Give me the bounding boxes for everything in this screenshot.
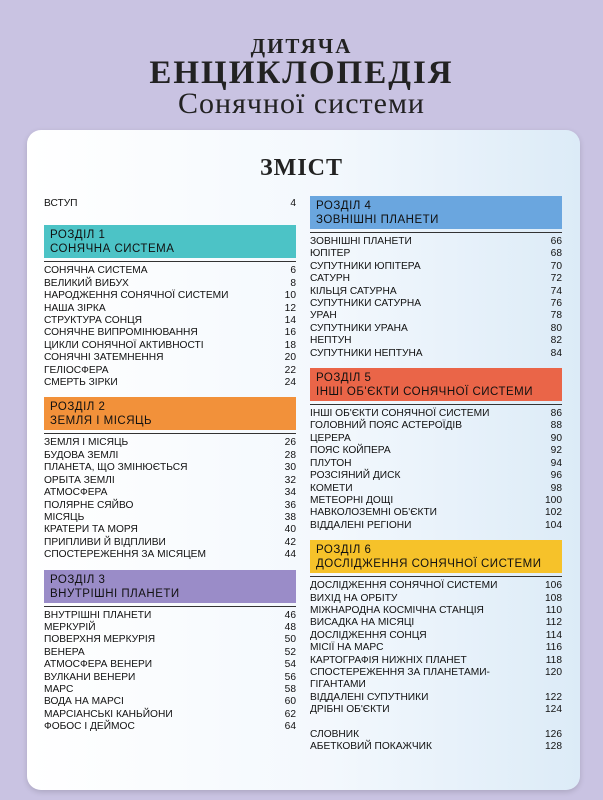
entry-label: МІСЯЦЬ xyxy=(44,511,85,523)
toc-entry[interactable] xyxy=(310,655,562,667)
left-column xyxy=(44,198,296,742)
toc-entry[interactable] xyxy=(310,704,562,716)
entry-label: КІЛЬЦЯ САТУРНА xyxy=(310,285,397,297)
entry-page: 120 xyxy=(545,666,562,678)
toc-entry[interactable] xyxy=(44,537,296,549)
toc-entry[interactable] xyxy=(310,692,562,704)
entry-page: 54 xyxy=(284,659,296,671)
toc-entry[interactable] xyxy=(310,420,562,432)
section-block xyxy=(310,196,562,360)
entry-label: СЛОВНИК xyxy=(310,728,360,740)
section-divider xyxy=(44,433,296,434)
entry-label: МЕРКУРІЙ xyxy=(44,621,96,633)
entry-label: ГОЛОВНИЙ ПОЯС АСТЕРОЇДІВ xyxy=(310,420,463,432)
entry-label: ПОВЕРХНЯ МЕРКУРІЯ xyxy=(44,634,156,646)
entry-label: СУПУТНИКИ ЮПІТЕРА xyxy=(310,260,421,272)
toc-entry[interactable] xyxy=(44,290,296,302)
entry-label: АТМОСФЕРА ВЕНЕРИ xyxy=(44,659,153,671)
entry-label: ІНШІ ОБ'ЄКТИ СОНЯЧНОЇ СИСТЕМИ xyxy=(310,408,490,420)
entry-page: 108 xyxy=(545,592,562,604)
entry-label: СОНЯЧНА СИСТЕМА xyxy=(44,265,148,277)
toc-entry[interactable] xyxy=(310,520,562,532)
toc-entry[interactable] xyxy=(44,377,296,389)
toc-entry[interactable] xyxy=(310,741,562,753)
entry-page: 30 xyxy=(284,462,296,474)
entry-label: МАРС xyxy=(44,683,74,695)
section-number: РОЗДІЛ 4 xyxy=(316,200,372,212)
section-block xyxy=(44,225,296,389)
section-header[interactable] xyxy=(44,397,296,430)
entry-page: 48 xyxy=(284,621,296,633)
toc-entry[interactable] xyxy=(310,605,562,617)
entry-label: РОЗСІЯНИЙ ДИСК xyxy=(310,470,401,482)
toc-entry[interactable] xyxy=(44,622,296,634)
entry-page: 34 xyxy=(284,487,296,499)
entry-page: 110 xyxy=(545,604,562,616)
entry-page: 124 xyxy=(545,704,562,716)
section-title: ВНУТРІШНІ ПЛАНЕТИ xyxy=(50,587,180,600)
entry-page: 92 xyxy=(550,445,562,457)
entry-label: НЕПТУН xyxy=(310,335,352,347)
toc-entry-intro[interactable] xyxy=(44,198,296,210)
entry-label: КОМЕТИ xyxy=(310,482,353,494)
entry-label: МІСІЇ НА МАРС xyxy=(310,642,384,654)
entry-label: МІЖНАРОДНА КОСМІЧНА СТАНЦІЯ xyxy=(310,604,484,616)
entry-label: ПЛУТОН xyxy=(310,457,352,469)
entry-page: 52 xyxy=(284,646,296,658)
entry-label: МЕТЕОРНІ ДОЩІ xyxy=(310,494,394,506)
toc-entry[interactable] xyxy=(44,549,296,561)
entry-label: ВНУТРІШНІ ПЛАНЕТИ xyxy=(44,609,152,621)
entry-label: НАША ЗІРКА xyxy=(44,302,106,314)
toc-entry[interactable] xyxy=(44,512,296,524)
toc-entry[interactable] xyxy=(310,630,562,642)
entry-page: 50 xyxy=(284,634,296,646)
entry-label: ВЕНЕРА xyxy=(44,646,85,658)
toc-entry[interactable] xyxy=(310,458,562,470)
entry-label: СПОСТЕРЕЖЕННЯ ЗА ПЛАНЕТАМИ-ГІГАНТАМИ xyxy=(310,666,490,691)
toc-entry[interactable] xyxy=(44,352,296,364)
entry-page: 104 xyxy=(545,519,562,531)
entry-page: 26 xyxy=(284,437,296,449)
entry-page: 66 xyxy=(550,236,562,247)
entry-label: ВИСАДКА НА МІСЯЦІ xyxy=(310,617,415,629)
entry-page: 78 xyxy=(550,310,562,322)
entry-label: АТМОСФЕРА xyxy=(44,487,108,499)
section-divider xyxy=(44,606,296,607)
entry-label: НАВКОЛОЗЕМНІ ОБ'ЄКТИ xyxy=(310,507,437,519)
toc-entry[interactable] xyxy=(44,475,296,487)
entry-label: СТРУКТУРА СОНЦЯ xyxy=(44,315,142,327)
section-title: ЗОВНІШНІ ПЛАНЕТИ xyxy=(316,214,439,226)
entry-label: САТУРН xyxy=(310,273,350,285)
entry-page: 40 xyxy=(284,524,296,536)
toc-entry[interactable] xyxy=(44,340,296,352)
entry-label: КАРТОГРАФІЯ НИЖНІХ ПЛАНЕТ xyxy=(310,654,467,666)
entry-page: 68 xyxy=(550,248,562,260)
section-header[interactable] xyxy=(310,196,562,229)
entry-page: 46 xyxy=(284,609,296,621)
entry-page: 58 xyxy=(284,683,296,695)
entry-page: 72 xyxy=(550,273,562,285)
section-divider xyxy=(44,261,296,262)
entry-page: 12 xyxy=(284,302,296,314)
entry-label: ВЕЛИКИЙ ВИБУХ xyxy=(44,277,129,289)
entry-label: СМЕРТЬ ЗІРКИ xyxy=(44,377,118,389)
entry-page: 96 xyxy=(550,470,562,482)
section-block xyxy=(44,397,296,561)
section-header[interactable] xyxy=(44,570,296,603)
toc-entry[interactable] xyxy=(44,315,296,327)
toc-entry[interactable] xyxy=(310,273,562,285)
entry-label: СУПУТНИКИ УРАНА xyxy=(310,322,408,334)
toc-entry[interactable] xyxy=(310,470,562,482)
entry-page: 4 xyxy=(290,198,296,209)
entry-page: 42 xyxy=(284,536,296,548)
toc-entry[interactable] xyxy=(44,709,296,721)
entry-page: 80 xyxy=(550,322,562,334)
entry-label: СПОСТЕРЕЖЕННЯ ЗА МІСЯЦЕМ xyxy=(44,549,206,561)
toc-entry[interactable] xyxy=(310,483,562,495)
section-number: РОЗДІЛ 5 xyxy=(316,372,372,385)
entry-label: ПЛАНЕТА, ЩО ЗМІНЮЄТЬСЯ xyxy=(44,462,188,474)
entry-label: КРАТЕРИ ТА МОРЯ xyxy=(44,524,138,536)
toc-entry[interactable] xyxy=(310,642,562,654)
toc-entry[interactable] xyxy=(310,236,562,248)
toc-entry[interactable] xyxy=(310,323,562,335)
section-title: ІНШІ ОБ'ЄКТИ СОНЯЧНОЇ СИСТЕМИ xyxy=(316,386,534,399)
header-line-1: ДИТЯЧА xyxy=(250,34,353,58)
toc-entry[interactable] xyxy=(44,500,296,512)
entry-label: ВУЛКАНИ ВЕНЕРИ xyxy=(44,671,136,683)
entry-label: ДРІБНІ ОБ'ЄКТИ xyxy=(310,704,390,716)
toc-entry[interactable] xyxy=(44,672,296,684)
contents-title: ЗМІСТ xyxy=(260,155,343,181)
entry-page: 86 xyxy=(550,408,562,420)
section-divider xyxy=(310,404,562,405)
toc-entry[interactable] xyxy=(310,261,562,273)
entry-label: СУПУТНИКИ САТУРНА xyxy=(310,298,422,310)
entry-label: ЗОВНІШНІ ПЛАНЕТИ xyxy=(310,236,412,247)
entry-page: 44 xyxy=(284,549,296,561)
section-block xyxy=(310,368,562,532)
entry-label: ОРБІТА ЗЕМЛІ xyxy=(44,474,115,486)
toc-entry[interactable] xyxy=(310,445,562,457)
entry-label: ГЕЛІОСФЕРА xyxy=(44,364,109,376)
entry-label: УРАН xyxy=(310,310,337,322)
section-title: ЗЕМЛЯ І МІСЯЦЬ xyxy=(50,415,153,428)
toc-entry[interactable] xyxy=(44,265,296,277)
toc-entry[interactable] xyxy=(44,696,296,708)
entry-page: 60 xyxy=(284,696,296,708)
entry-label: ЦИКЛИ СОНЯЧНОЇ АКТИВНОСТІ xyxy=(44,339,204,351)
toc-entry[interactable] xyxy=(44,634,296,646)
toc-entry[interactable] xyxy=(44,487,296,499)
entry-page: 38 xyxy=(284,511,296,523)
header-line-3: Сонячної системи xyxy=(178,87,425,120)
section-header[interactable] xyxy=(310,540,562,573)
entry-page: 8 xyxy=(290,277,296,289)
toc-entry[interactable] xyxy=(44,647,296,659)
entry-label: ВИХІД НА ОРБІТУ xyxy=(310,592,398,604)
toc-entry[interactable] xyxy=(310,310,562,322)
toc-entry[interactable] xyxy=(310,286,562,298)
toc-entry[interactable] xyxy=(44,462,296,474)
toc-entry[interactable] xyxy=(44,327,296,339)
right-column xyxy=(310,196,562,753)
entry-page: 62 xyxy=(284,708,296,720)
entry-label: АБЕТКОВИЙ ПОКАЖЧИК xyxy=(310,741,432,752)
entry-page: 76 xyxy=(550,298,562,310)
entry-page: 90 xyxy=(550,432,562,444)
toc-entry[interactable] xyxy=(310,580,562,592)
entry-label: ВІДДАЛЕНІ РЕГІОНИ xyxy=(310,519,412,531)
entry-page: 82 xyxy=(550,335,562,347)
section-number: РОЗДІЛ 1 xyxy=(50,229,106,242)
entry-label: ДОСЛІДЖЕННЯ СОНЯЧНОЇ СИСТЕМИ xyxy=(310,580,498,592)
entry-label: ЦЕРЕРА xyxy=(310,432,351,444)
toc-entry[interactable] xyxy=(310,507,562,519)
toc-entry[interactable] xyxy=(44,721,296,733)
entry-page: 128 xyxy=(545,741,562,752)
section-title: ДОСЛІДЖЕННЯ СОНЯЧНОЇ СИСТЕМИ xyxy=(316,558,542,571)
entry-label: ДОСЛІДЖЕННЯ СОНЦЯ xyxy=(310,629,427,641)
toc-entry[interactable] xyxy=(44,450,296,462)
entry-page: 70 xyxy=(550,260,562,272)
entry-page: 20 xyxy=(284,352,296,364)
toc-entry[interactable] xyxy=(310,495,562,507)
section-block xyxy=(44,570,296,734)
toc-entry[interactable] xyxy=(44,437,296,449)
toc-entry[interactable] xyxy=(310,348,562,360)
entry-page: 94 xyxy=(550,457,562,469)
toc-entry[interactable] xyxy=(310,433,562,445)
entry-page: 100 xyxy=(545,494,562,506)
section-divider xyxy=(310,232,562,233)
entry-label: ЮПІТЕР xyxy=(310,248,351,260)
entry-page: 114 xyxy=(545,629,562,641)
entry-page: 24 xyxy=(284,377,296,389)
entry-page: 10 xyxy=(284,290,296,302)
entry-page: 32 xyxy=(284,474,296,486)
toc-entry[interactable] xyxy=(310,617,562,629)
entry-page: 22 xyxy=(284,364,296,376)
section-header[interactable] xyxy=(44,225,296,258)
toc-entry[interactable] xyxy=(310,335,562,347)
entry-label: ЗЕМЛЯ І МІСЯЦЬ xyxy=(44,437,129,449)
toc-entry[interactable] xyxy=(310,248,562,260)
entry-page: 126 xyxy=(545,728,562,740)
section-number: РОЗДІЛ 2 xyxy=(50,401,106,414)
section-number: РОЗДІЛ 3 xyxy=(50,573,106,586)
section-block xyxy=(310,540,562,716)
entry-page: 18 xyxy=(284,339,296,351)
entry-label: ФОБОС І ДЕЙМОС xyxy=(44,721,135,733)
entry-label: ПРИПЛИВИ Й ВІДПЛИВИ xyxy=(44,536,166,548)
entry-page: 16 xyxy=(284,327,296,339)
section-header[interactable] xyxy=(310,368,562,401)
entry-page: 64 xyxy=(284,721,296,733)
entry-label: МАРСІАНСЬКІ КАНЬЙОНИ xyxy=(44,708,173,720)
toc-entry[interactable] xyxy=(44,659,296,671)
toc-entry[interactable] xyxy=(310,408,562,420)
toc-entry[interactable] xyxy=(310,729,562,741)
entry-page: 112 xyxy=(545,617,562,629)
entry-label: БУДОВА ЗЕМЛІ xyxy=(44,449,119,461)
toc-entry[interactable] xyxy=(44,303,296,315)
section-title: СОНЯЧНА СИСТЕМА xyxy=(50,243,175,256)
header-line-2: ЕНЦИКЛОПЕДІЯ xyxy=(149,55,454,91)
toc-entry[interactable] xyxy=(44,278,296,290)
entry-page: 118 xyxy=(545,654,562,666)
section-divider xyxy=(310,576,562,577)
entry-label: СОНЯЧНІ ЗАТЕМНЕННЯ xyxy=(44,352,164,364)
entry-page: 28 xyxy=(284,449,296,461)
entry-label: ПОЛЯРНЕ СЯЙВО xyxy=(44,499,134,511)
entry-page: 106 xyxy=(545,580,562,592)
entry-page: 88 xyxy=(550,420,562,432)
entry-page: 74 xyxy=(550,285,562,297)
entry-page: 6 xyxy=(290,265,296,277)
entry-label: СУПУТНИКИ НЕПТУНА xyxy=(310,347,423,359)
toc-entry[interactable] xyxy=(44,684,296,696)
entry-label: СОНЯЧНЕ ВИПРОМІНЮВАННЯ xyxy=(44,327,198,339)
toc-entry[interactable] xyxy=(44,610,296,622)
entry-page: 56 xyxy=(284,671,296,683)
toc-entry[interactable] xyxy=(310,593,562,605)
section-number: РОЗДІЛ 6 xyxy=(316,544,372,557)
entry-page: 102 xyxy=(545,507,562,519)
entry-label: ВІДДАЛЕНІ СУПУТНИКИ xyxy=(310,691,429,703)
entry-label: НАРОДЖЕННЯ СОНЯЧНОЇ СИСТЕМИ xyxy=(44,290,229,302)
entry-label: ВСТУП xyxy=(44,198,78,209)
entry-page: 98 xyxy=(550,482,562,494)
entry-page: 36 xyxy=(284,499,296,511)
entry-label: ПОЯС КОЙПЕРА xyxy=(310,445,391,457)
toc-entry[interactable] xyxy=(44,524,296,536)
toc-entry[interactable] xyxy=(44,365,296,377)
entry-label: ВОДА НА МАРСІ xyxy=(44,696,124,708)
entry-page: 84 xyxy=(550,347,562,359)
entry-page: 14 xyxy=(284,315,296,327)
toc-entry[interactable] xyxy=(310,667,562,692)
toc-entry[interactable] xyxy=(310,298,562,310)
entry-page: 122 xyxy=(545,691,562,703)
entry-page: 116 xyxy=(545,642,562,654)
